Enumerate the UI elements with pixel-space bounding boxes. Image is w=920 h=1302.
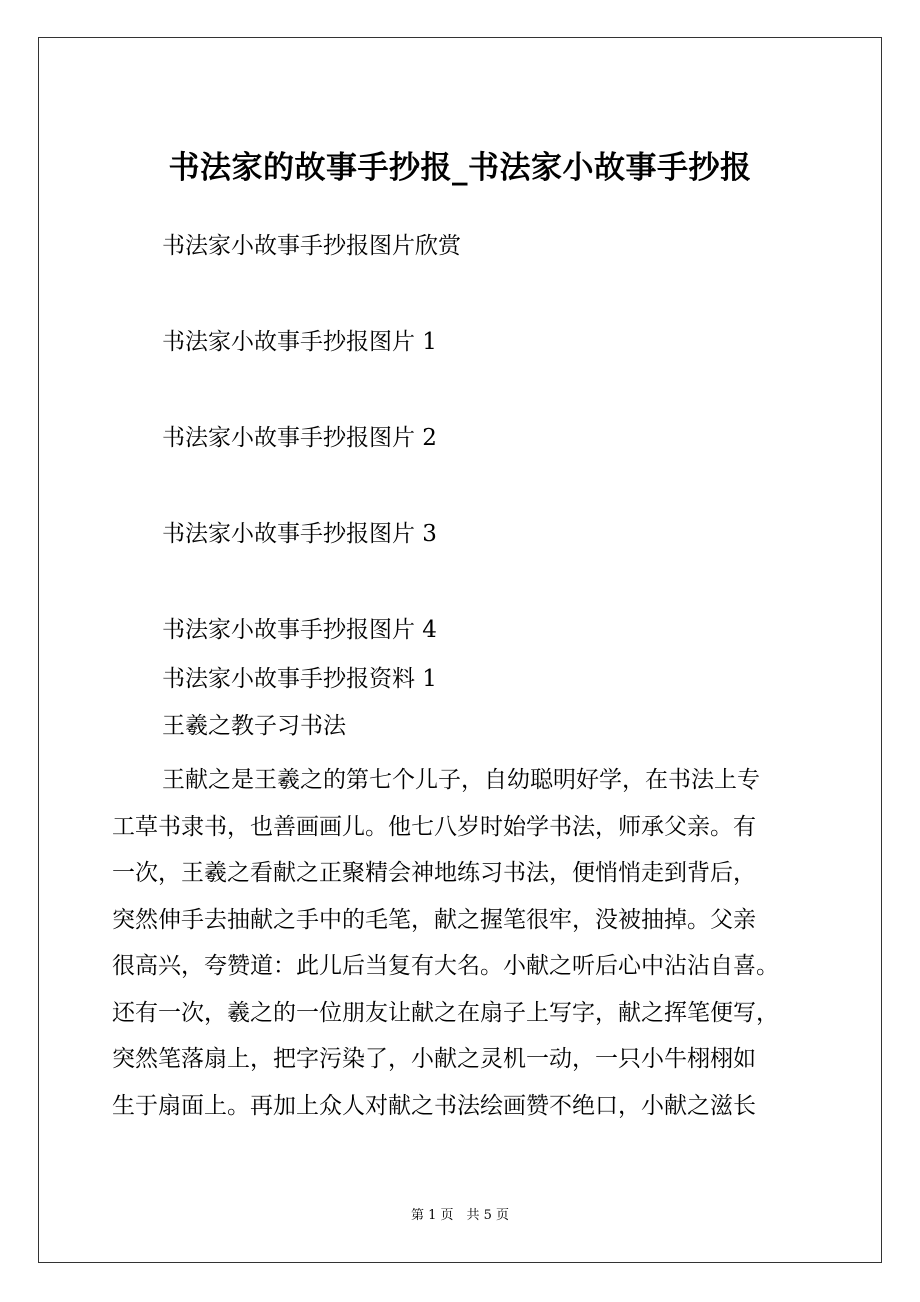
paragraph-line: 生于扇面上。再加上众人对献之书法绘画赞不绝口，小献之滋长 bbox=[112, 1092, 756, 1119]
text-line-picture-2: 书法家小故事手抄报图片 2 bbox=[162, 425, 437, 451]
section-heading: 王羲之教子习书法 bbox=[162, 713, 346, 739]
paragraph-line: 王献之是王羲之的第七个儿子，自幼聪明好学，在书法上专 bbox=[162, 767, 760, 793]
paragraph-line: 一次，王羲之看献之正聚精会神地练习书法，便悄悄走到背后， bbox=[112, 860, 756, 886]
paragraph-line: 突然伸手去抽献之手中的毛笔，献之握笔很牢，没被抽掉。父亲 bbox=[112, 906, 756, 933]
paragraph-line: 还有一次，羲之的一位朋友让献之在扇子上写字，献之挥笔便写， bbox=[112, 999, 779, 1026]
text-line-picture-1: 书法家小故事手抄报图片 1 bbox=[162, 329, 437, 355]
text-line-picture-4: 书法家小故事手抄报图片 4 bbox=[162, 617, 437, 643]
paragraph-line: 工草书隶书，也善画画儿。他七八岁时始学书法，师承父亲。有 bbox=[112, 813, 756, 840]
story-paragraph bbox=[112, 757, 840, 1129]
text-line-material-1: 书法家小故事手抄报资料 1 bbox=[162, 666, 437, 692]
paragraph-line: 很高兴，夸赞道：此儿后当复有大名。小献之听后心中沾沾自喜。 bbox=[112, 953, 779, 979]
text-line-picture-3: 书法家小故事手抄报图片 3 bbox=[162, 521, 437, 547]
text-line-gallery: 书法家小故事手抄报图片欣赏 bbox=[162, 233, 461, 259]
page-number-footer: 第 1 页 共 5 页 bbox=[410, 1208, 510, 1223]
paragraph-line: 突然笔落扇上，把字污染了，小献之灵机一动，一只小牛栩栩如 bbox=[112, 1046, 756, 1072]
document-title: 书法家的故事手抄报_书法家小故事手抄报 bbox=[168, 150, 752, 186]
